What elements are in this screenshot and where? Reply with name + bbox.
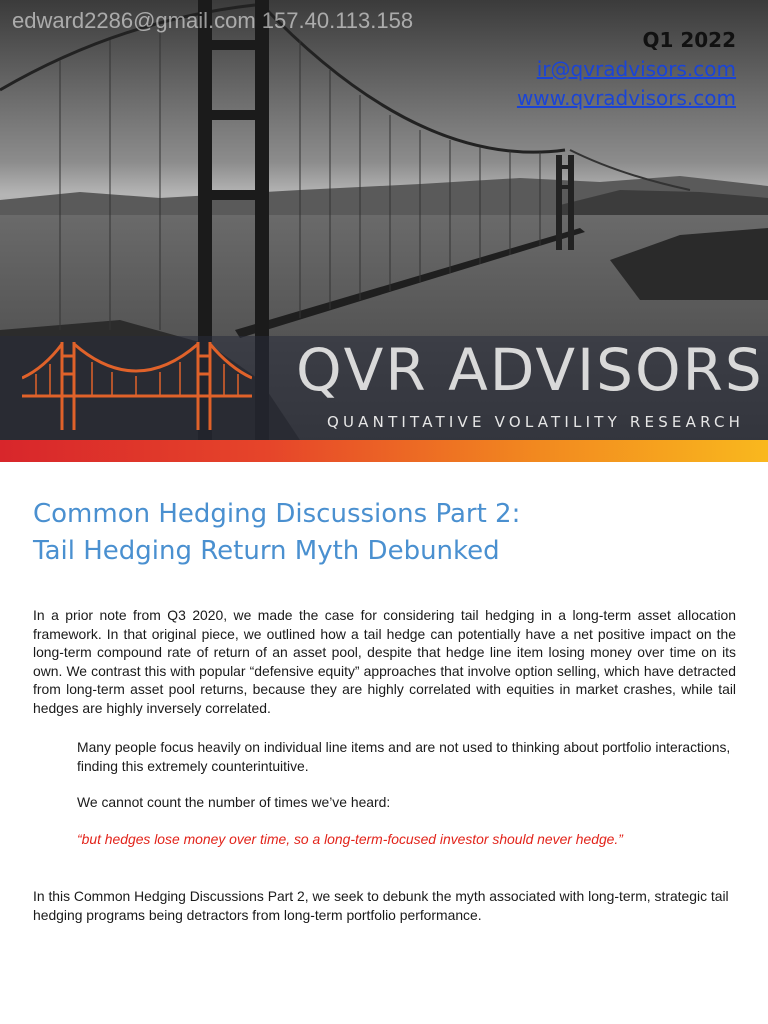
indented-paragraph-1: Many people focus heavily on individual line items and are not used to thinking about portfolio interactions, finding this extremely counterintuitive. [77, 739, 731, 774]
title-line-2: Tail Hedging Return Myth Debunked [33, 536, 500, 566]
contact-block [517, 26, 736, 113]
email-link[interactable]: ir@qvradvisors.com [536, 57, 736, 81]
title-line-1: Common Hedging Discussions Part 2: [33, 499, 521, 529]
color-stripe [0, 440, 768, 462]
watermark-text: edward2286@gmail.com 157.40.113.158 [12, 8, 414, 33]
cover-header [0, 0, 768, 462]
brand-name: QVR ADVISORS [296, 336, 764, 404]
brand-tagline: QUANTITATIVE VOLATILITY RESEARCH [327, 413, 745, 431]
indented-paragraph-2: We cannot count the number of times we’ve heard: [77, 794, 391, 810]
closing-paragraph: In this Common Hedging Discussions Part 2, we seek to debunk the myth associated with long-term, strategic tail hedging programs being detractors from long-term portfolio performance. [33, 888, 729, 923]
golden-gate-bridge-logo-icon [22, 338, 252, 434]
intro-paragraph: In a prior note from Q3 2020, we made the case for considering tail hedging in a long-term asset allocation framework. In that original piece, we outlined how a tail hedge can potentially have a net positive impact on the long-term compound rate of return of an asset pool, despite that hedge line item losing money over time on its own. We contrast this with popular “defensive equity” approaches that involve option selling, which have detracted from long-term asset pool returns, because they are highly correlated with equities in market crashes, while tail hedges are highly inversely correlated. [33, 607, 736, 716]
website-link[interactable]: www.qvradvisors.com [516, 86, 736, 110]
pull-quote: “but hedges lose money over time, so a long-term-focused investor should never hedge.” [77, 831, 623, 847]
report-quarter: Q1 2022 [642, 28, 736, 52]
document-title [33, 496, 753, 570]
